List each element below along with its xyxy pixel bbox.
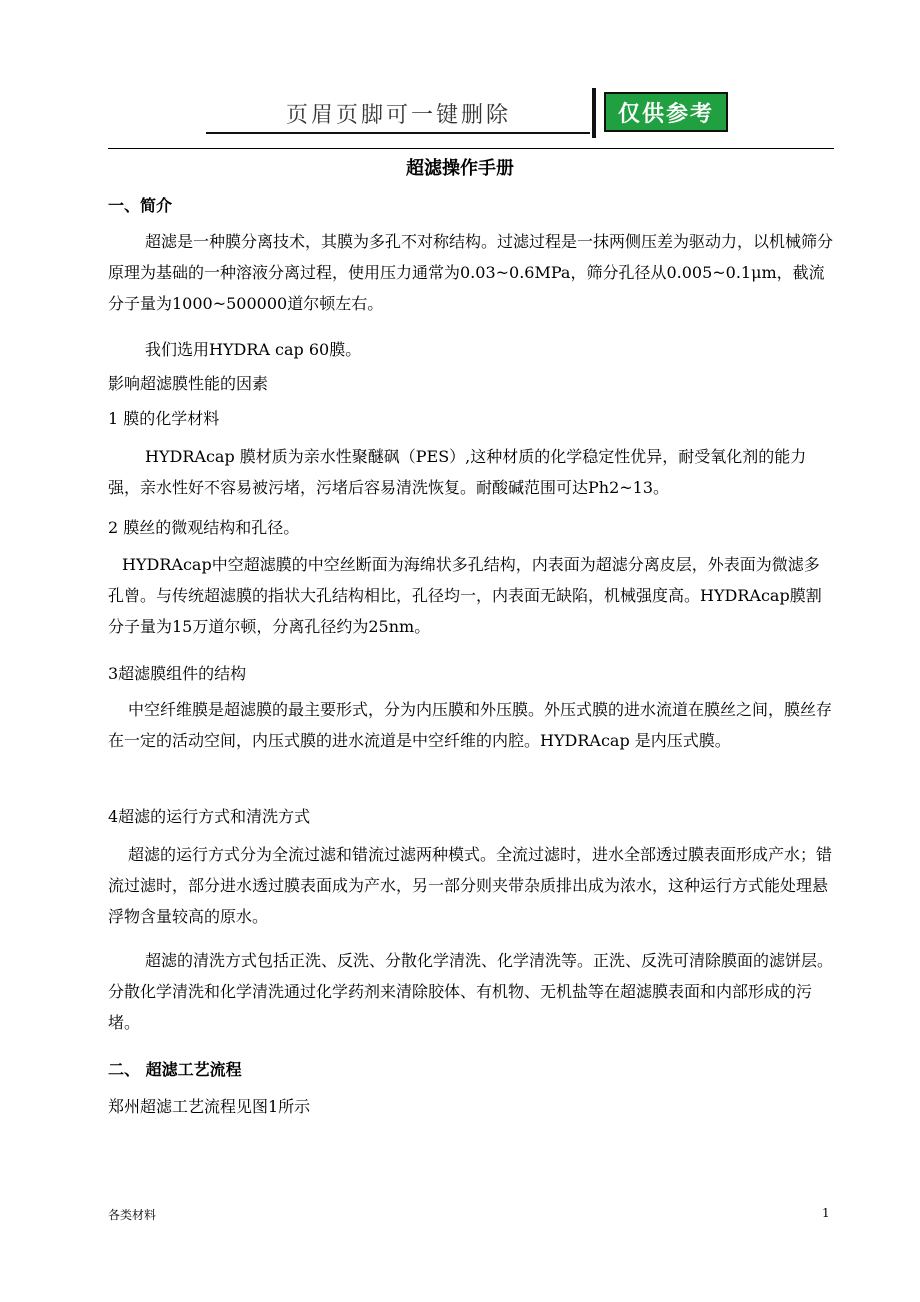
- subsection2-heading: 2 膜丝的微观结构和孔径。: [108, 518, 300, 537]
- intro-paragraph-2-text: 我们选用HYDRA cap 60膜。: [145, 340, 362, 359]
- subsection1-paragraph: [108, 441, 834, 503]
- subsection3-text: 中空纤维膜是超滤膜的最主要形式，分为内压膜和外压膜。外压式膜的进水流道在膜丝之间，膜丝存在一定的活动空间，内压式膜的进水流道是中空纤维的内腔。HYDRAcap 是内压式膜。: [108, 700, 833, 750]
- factors-heading: 影响超滤膜性能的因素: [108, 374, 269, 393]
- reference-only-badge: [604, 92, 728, 132]
- page-number: 1: [822, 1206, 830, 1220]
- subsection1-text: HYDRAcap 膜材质为亲水性聚醚砜（PES）,这种材质的化学稳定性优异，耐受氧化剂的能力强，亲水性好不容易被污堵，污堵后容易清洗恢复。耐酸碱范围可达Ph2~13。: [108, 447, 807, 497]
- reference-only-badge-text: 仅供参考: [617, 101, 714, 127]
- header-underline: [206, 132, 590, 134]
- subsection4-text-1: 超滤的运行方式分为全流过滤和错流过滤两种模式。全流过滤时，进水全部透过膜表面形成产水；错流过滤时，部分进水透过膜表面成为产水，另一部分则夹带杂质排出成为浓水，这种运行方式能处理悬浮物含量较高的原水。: [108, 845, 833, 926]
- header-banner-text: 页眉页脚可一键删除: [286, 103, 512, 128]
- subsection4-paragraph-2: [108, 945, 834, 1038]
- subsection3-heading: 3超滤膜组件的结构: [108, 664, 247, 683]
- header-divider-bar: [592, 88, 596, 138]
- subsection4-heading: 4超滤的运行方式和清洗方式: [108, 807, 311, 826]
- intro-paragraph-1-text: 超滤是一种膜分离技术，其膜为多孔不对称结构。过滤过程是一抹两侧压差为驱动力，以机械筛分原理为基础的一种溶液分离过程，使用压力通常为0.03~0.6MPa，筛分孔径从0.005~0.1μm，截流分子量为1000~500000道尔顿左右。: [108, 232, 834, 313]
- section2-paragraph: 郑州超滤工艺流程见图1所示: [108, 1097, 311, 1116]
- subsection2-paragraph: [108, 549, 834, 642]
- intro-paragraph-1: [108, 226, 834, 319]
- section1-heading: 一、简介: [108, 196, 173, 215]
- subsection3-paragraph: [108, 694, 834, 756]
- subsection4-paragraph-1: [108, 839, 834, 932]
- subsection2-text: HYDRAcap中空超滤膜的中空丝断面为海绵状多孔结构，内表面为超滤分离皮层，外表面为微滤多孔曾。与传统超滤膜的指状大孔结构相比，孔径均一，内表面无缺陷，机械强度高。HYDRAcap膜割分子量为15万道尔顿，分离孔径约为25nm。: [108, 555, 822, 636]
- section2-heading: 二、 超滤工艺流程: [108, 1060, 242, 1079]
- intro-paragraph-2: [108, 334, 834, 365]
- header-rule: [108, 148, 834, 149]
- document-title: 超滤操作手册: [406, 158, 514, 179]
- subsection4-text-2: 超滤的清洗方式包括正洗、反洗、分散化学清洗、化学清洗等。正洗、反洗可清除膜面的滤饼层。分散化学清洗和化学清洗通过化学药剂来清除胶体、有机物、无机盐等在超滤膜表面和内部形成的污堵。: [108, 951, 834, 1032]
- footer-label: 各类材料: [108, 1208, 157, 1222]
- header-banner: [206, 88, 736, 138]
- subsection1-heading: 1 膜的化学材料: [108, 409, 220, 428]
